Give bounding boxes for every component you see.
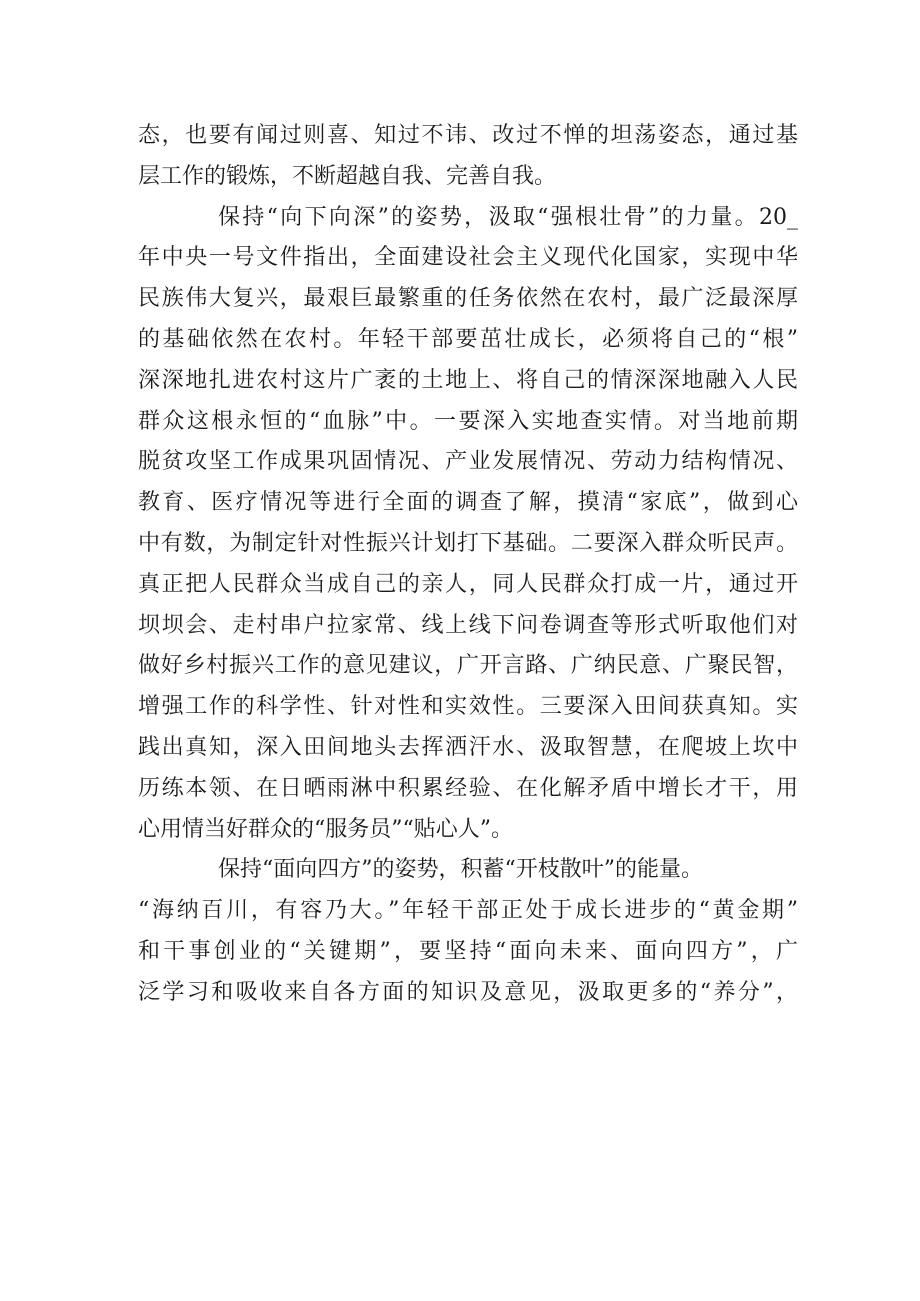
text-line: 增强工作的科学性、针对性和实效性。三要深入田间获真知。实: [138, 694, 798, 720]
text-line: 保持“向下向深”的姿势，汲取“强根壮骨”的力量。20_: [218, 204, 798, 230]
paragraph: [138, 850, 798, 1013]
text-line: 心用情当好群众的“服务员”“贴心人”。: [138, 816, 513, 842]
text-line: 泛学习和吸收来自各方面的知识及意见，汲取更多的“养分”，: [138, 979, 798, 1005]
text-line: 坝坝会、走村串户拉家常、线上线下问卷调查等形式听取他们对: [138, 612, 798, 638]
text-line: 中有数，为制定针对性振兴计划打下基础。二要深入群众听民声。: [138, 530, 798, 556]
text-line: 和干事创业的“关键期”，要坚持“面向未来、面向四方”，广: [138, 938, 798, 964]
text-line: 层工作的锻炼，不断超越自我、完善自我。: [138, 163, 557, 189]
text-line: 深深地扎进农村这片广袤的土地上、将自己的情深深地融入人民: [138, 367, 798, 393]
text-line: 年中央一号文件指出，全面建设社会主义现代化国家，实现中华: [138, 245, 798, 271]
body-text: [138, 116, 798, 1014]
text-line: “海纳百川，有容乃大。”年轻干部正处于成长进步的“黄金期”: [138, 898, 798, 924]
text-line: 真正把人民群众当成自己的亲人，同人民群众打成一片，通过开: [138, 571, 798, 597]
text-line: 做好乡村振兴工作的意见建议，广开言路、广纳民意、广聚民智，: [138, 653, 798, 679]
paragraph: [138, 116, 798, 198]
text-line: 群众这根永恒的“血脉”中。一要深入实地查实情。对当地前期: [138, 408, 798, 434]
text-line: 脱贫攻坚工作成果巩固情况、产业发展情况、劳动力结构情况、: [138, 449, 798, 475]
text-line: 态，也要有闻过则喜、知过不讳、改过不惮的坦荡姿态，通过基: [138, 123, 798, 148]
text-line: 教育、医疗情况等进行全面的调查了解，摸清“家底”，做到心: [138, 490, 798, 516]
text-line: 的基础依然在农村。年轻干部要茁壮成长，必须将自己的“根”: [138, 326, 798, 352]
text-line: 保持“面向四方”的姿势，积蓄“开枝散叶”的能量。: [218, 857, 703, 883]
text-line: 历练本领、在日晒雨淋中积累经验、在化解矛盾中增长才干，用: [138, 775, 798, 801]
paragraph: [138, 198, 798, 851]
text-line: 践出真知，深入田间地头去挥洒汗水、汲取智慧，在爬坡上坎中: [138, 734, 798, 760]
text-line: 民族伟大复兴，最艰巨最繁重的任务依然在农村，最广泛最深厚: [138, 286, 798, 312]
